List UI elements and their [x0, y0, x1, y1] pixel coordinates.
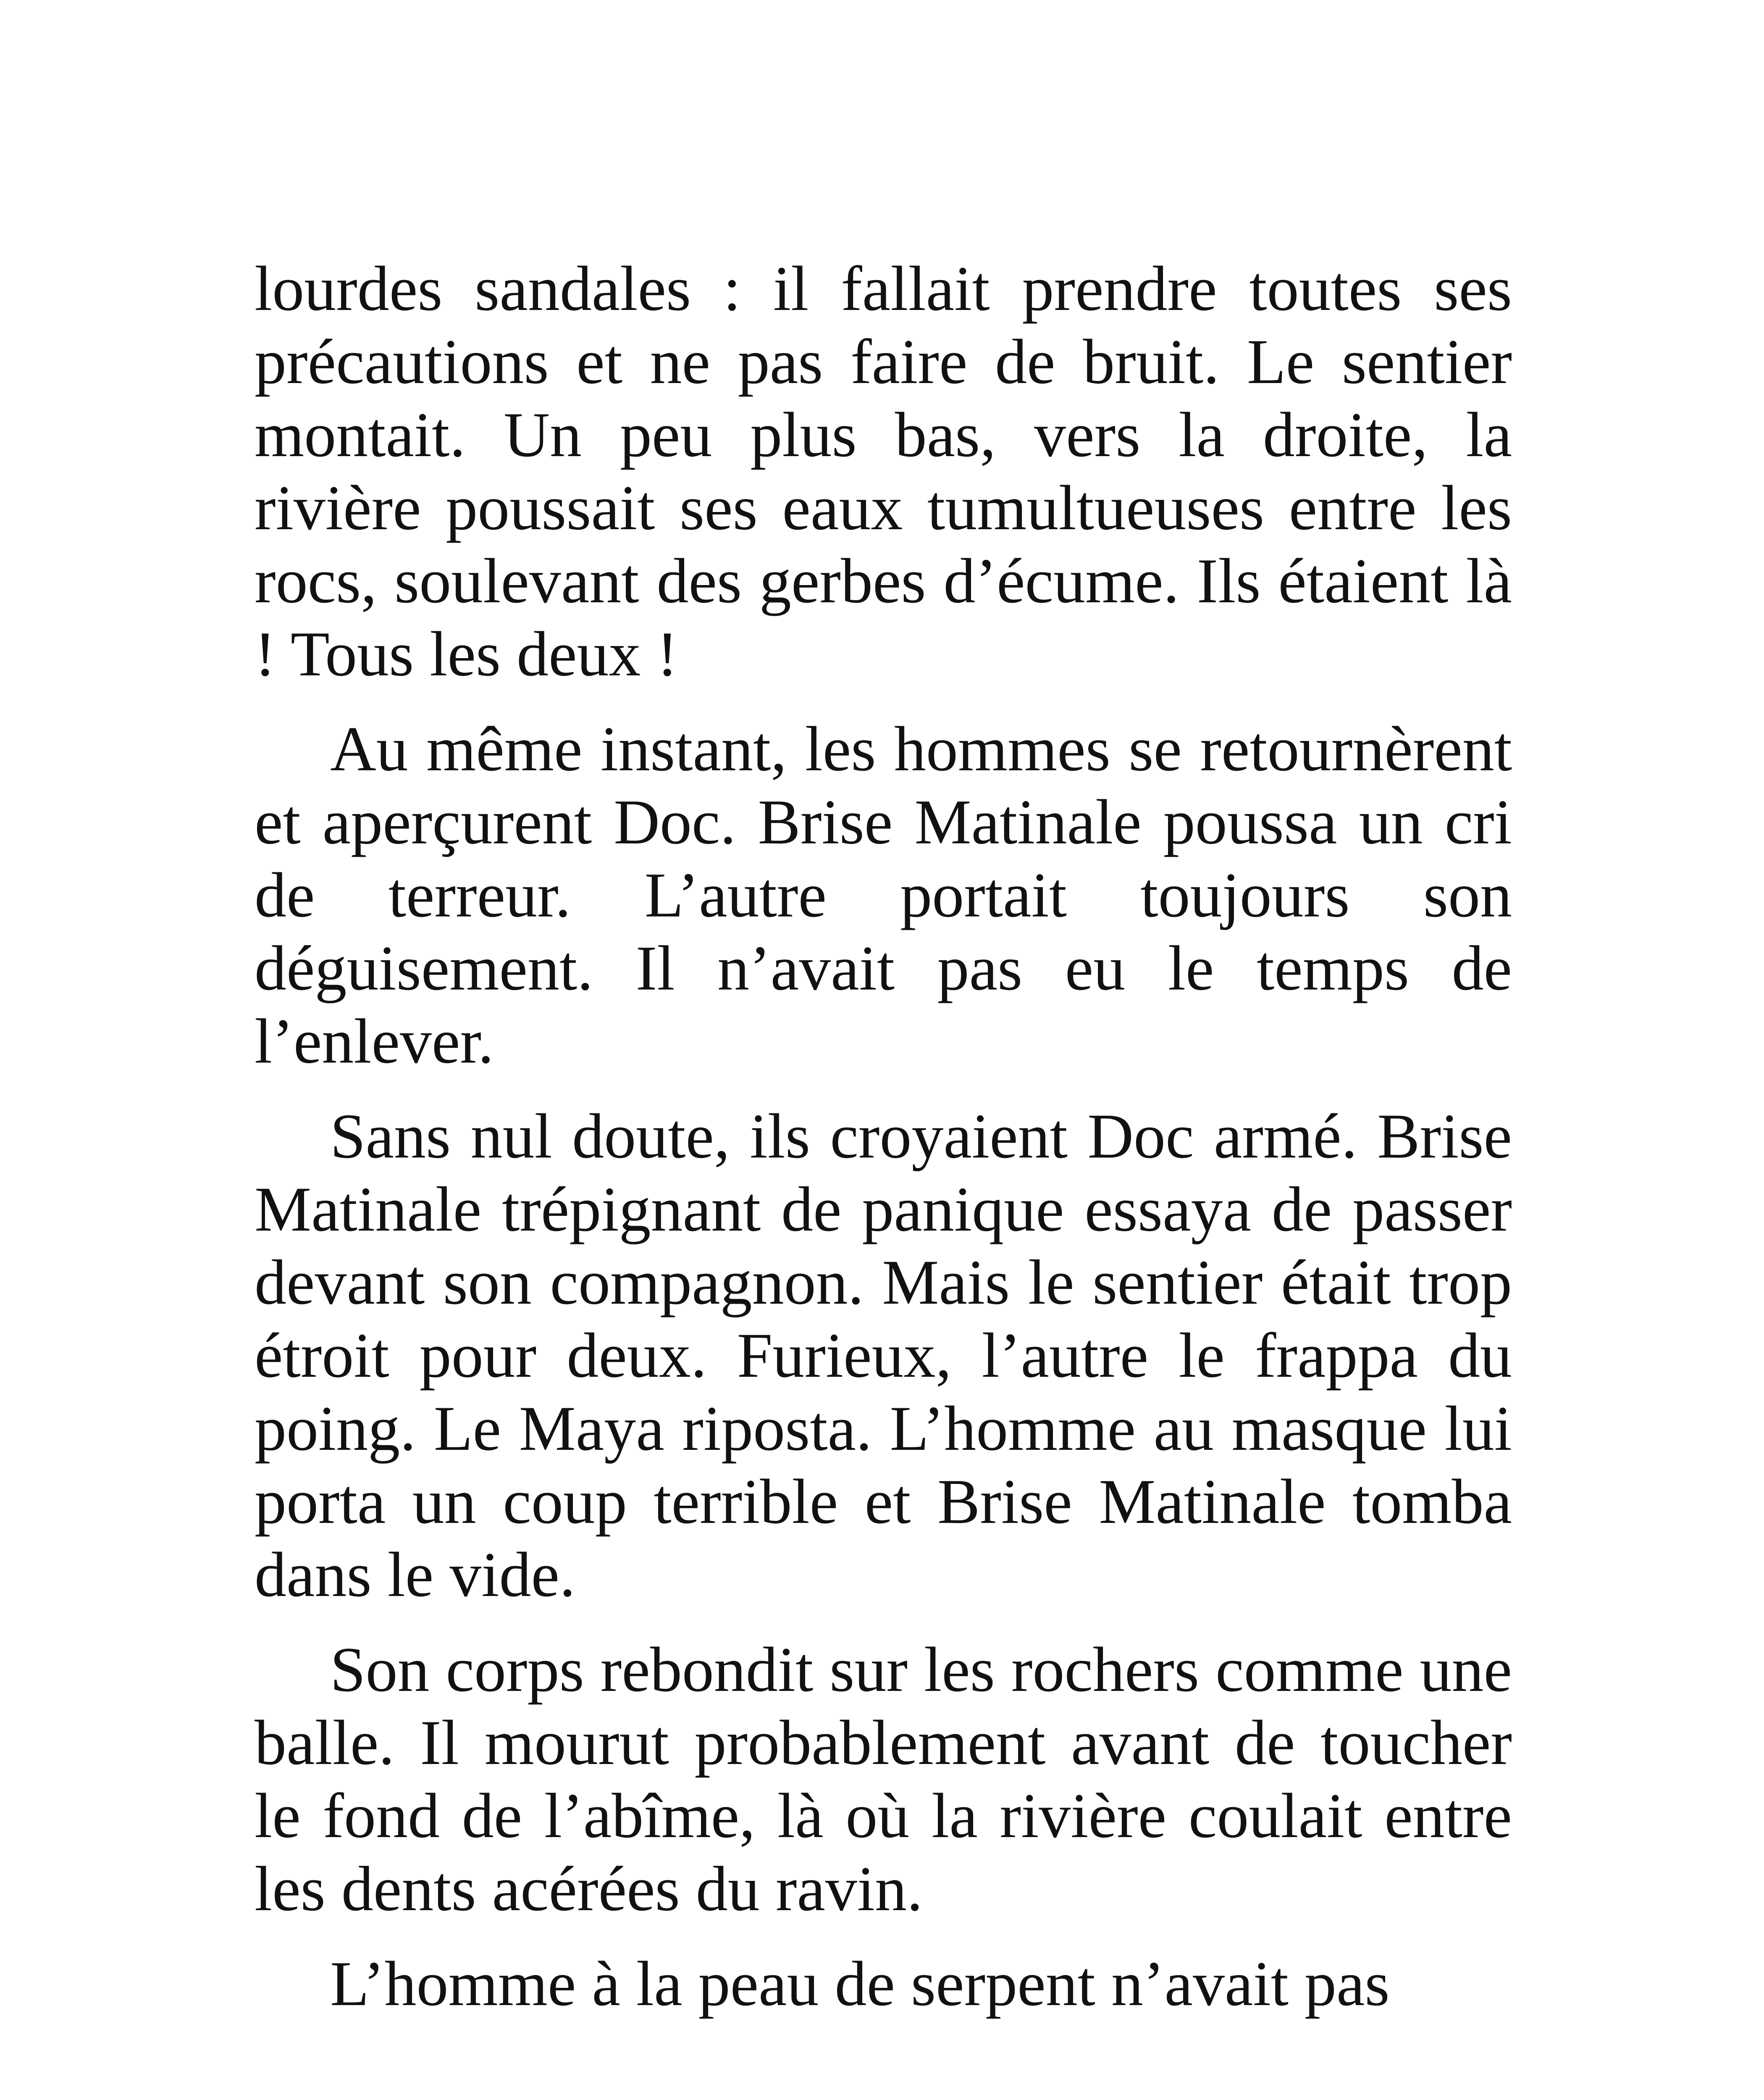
paragraph-2: Au même instant, les hommes se retournèrent et aperçurent Doc. Brise Matinale poussa un cri de terreur. L’autre portait toujours son déguisement. Il n’avait pas eu le temps de l’enlever.	[255, 714, 1512, 1076]
paragraph-3: Sans nul doute, ils croyaient Doc armé. Brise Matinale trépignant de panique essaya de passer devant son compagnon. Mais le sentier était trop étroit pour deux. Furieux, l’autre le frappa du poing. Le Maya riposta. L’homme au masque lui porta un coup terrible et Brise Matinale tomba dans le vide.	[255, 1101, 1512, 1610]
paragraph-4: Son corps rebondit sur les rochers comme une balle. Il mourut probablement avant de toucher le fond de l’abîme, là où la rivière coulait entre les dents acérées du ravin.	[255, 1634, 1512, 1924]
paragraph-1: lourdes sandales : il fallait prendre toutes ses précautions et ne pas faire de bruit. Le sentier montait. Un peu plus bas, vers la droite, la rivière poussait ses eaux tumultueuses entre les rocs, soulevant des gerbes d’écume. Ils étaient là ! Tous les deux !	[255, 253, 1512, 689]
body-text	[255, 252, 1512, 2042]
paragraph-5: L’homme à la peau de serpent n’avait pas	[330, 1948, 1390, 2019]
